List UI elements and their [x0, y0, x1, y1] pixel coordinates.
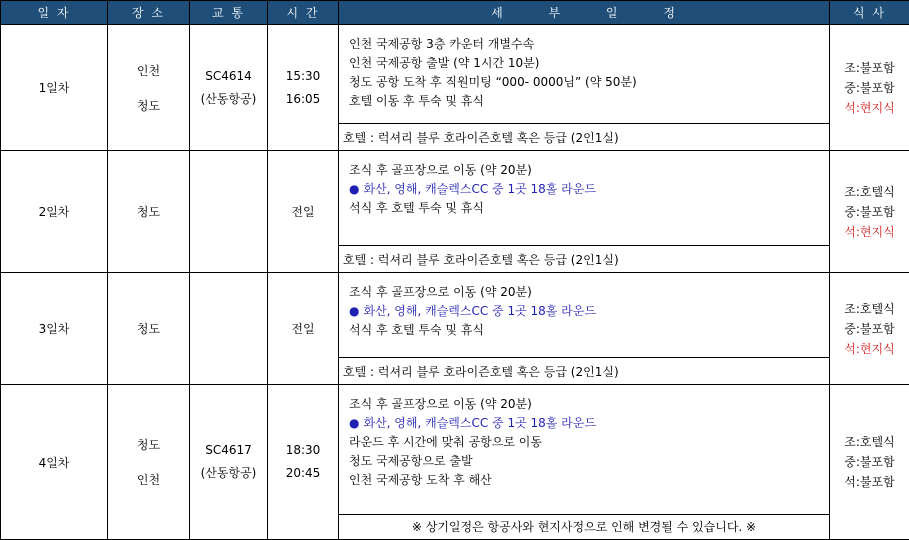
time-item: 15:30	[268, 65, 338, 88]
bullet-icon: ●	[349, 304, 359, 318]
meal-breakfast: 조:불포함	[830, 58, 909, 78]
header-row	[1, 1, 909, 25]
time-item: 20:45	[268, 462, 338, 485]
header-time: 시 간	[268, 1, 339, 25]
time-item: 18:30	[268, 439, 338, 462]
place-cell	[108, 385, 190, 540]
day-2-row	[1, 151, 909, 246]
header-meal: 식 사	[830, 1, 909, 25]
schedule-cell	[339, 25, 830, 124]
airline-name: (산동항공)	[190, 88, 267, 111]
time-item: 16:05	[268, 88, 338, 111]
meal-lunch: 중:불포함	[830, 202, 909, 222]
transport-cell	[190, 151, 268, 273]
place-cell: 청도	[108, 273, 190, 385]
schedule-cell	[339, 385, 830, 515]
meal-breakfast: 조:호텔식	[830, 432, 909, 452]
transport-cell	[190, 273, 268, 385]
day-4-row	[1, 385, 909, 515]
schedule-line: 라운드 후 시간에 맞춰 공항으로 이동	[349, 433, 829, 452]
schedule-line: 석식 후 호텔 투숙 및 휴식	[349, 321, 829, 340]
day-label: 1일차	[1, 25, 108, 151]
hotel-info: 호텔 : 럭셔리 블루 호라이즌호텔 혹은 등급 (2인1실)	[339, 246, 830, 273]
place-cell: 청도	[108, 151, 190, 273]
schedule-cell	[339, 273, 830, 358]
meal-breakfast: 조:호텔식	[830, 182, 909, 202]
schedule-line: 인천 국제공항 도착 후 해산	[349, 471, 829, 490]
schedule-cell	[339, 151, 830, 246]
meal-cell	[830, 385, 909, 540]
meal-lunch: 중:불포함	[830, 78, 909, 98]
meal-dinner: 석:불포함	[830, 472, 909, 492]
schedule-line: 호텔 이동 후 투숙 및 휴식	[349, 92, 829, 111]
time-cell	[268, 25, 339, 151]
header-day: 일 자	[1, 1, 108, 25]
bullet-icon: ●	[349, 182, 359, 196]
hotel-info: 호텔 : 럭셔리 블루 호라이즌호텔 혹은 등급 (2인1실)	[339, 358, 830, 385]
day-3-row	[1, 273, 909, 358]
header-transport: 교 통	[190, 1, 268, 25]
place-item: 청도	[108, 97, 189, 114]
schedule-line: 조식 후 골프장으로 이동 (약 20분)	[349, 395, 829, 414]
meal-lunch: 중:불포함	[830, 319, 909, 339]
meal-cell	[830, 273, 909, 385]
meal-breakfast: 조:호텔식	[830, 299, 909, 319]
schedule-line: 청도 국제공항으로 출발	[349, 452, 829, 471]
schedule-line: 인천 국제공항 출발 (약 1시간 10분)	[349, 54, 829, 73]
transport-cell	[190, 25, 268, 151]
flight-number: SC4617	[190, 439, 267, 462]
time-cell	[268, 385, 339, 540]
schedule-line: 청도 공항 도착 후 직원미팅 “000- 0000님” (약 50분)	[349, 73, 829, 92]
meal-lunch: 중:불포함	[830, 452, 909, 472]
place-cell	[108, 25, 190, 151]
bullet-icon: ●	[349, 416, 359, 430]
header-schedule: 세 부 일 정	[339, 1, 830, 25]
place-item: 청도	[108, 436, 189, 453]
schedule-line: 조식 후 골프장으로 이동 (약 20분)	[349, 283, 829, 302]
airline-name: (산동항공)	[190, 462, 267, 485]
schedule-line: 인천 국제공항 3층 카운터 개별수속	[349, 35, 829, 54]
schedule-line: 조식 후 골프장으로 이동 (약 20분)	[349, 161, 829, 180]
day-label: 4일차	[1, 385, 108, 540]
time-cell: 전일	[268, 273, 339, 385]
schedule-line: 석식 후 호텔 투숙 및 휴식	[349, 199, 829, 218]
hotel-info: 호텔 : 럭셔리 블루 호라이즌호텔 혹은 등급 (2인1실)	[339, 124, 830, 151]
flight-number: SC4614	[190, 65, 267, 88]
time-cell: 전일	[268, 151, 339, 273]
schedule-line-highlight: ● 화산, 영해, 캐슬렉스CC 중 1곳 18홀 라운드	[349, 180, 829, 199]
meal-dinner: 석:현지식	[830, 339, 909, 359]
header-place: 장 소	[108, 1, 190, 25]
meal-dinner: 석:현지식	[830, 98, 909, 118]
meal-cell	[830, 25, 909, 151]
schedule-line-highlight: ● 화산, 영해, 캐슬렉스CC 중 1곳 18홀 라운드	[349, 414, 829, 433]
day-1-row	[1, 25, 909, 124]
day-label: 2일차	[1, 151, 108, 273]
schedule-line-highlight: ● 화산, 영해, 캐슬렉스CC 중 1곳 18홀 라운드	[349, 302, 829, 321]
transport-cell	[190, 385, 268, 540]
meal-dinner: 석:현지식	[830, 222, 909, 242]
change-notice: ※ 상기일정은 항공사와 현지사정으로 인해 변경될 수 있습니다. ※	[339, 514, 830, 539]
meal-cell	[830, 151, 909, 273]
place-item: 인천	[108, 62, 189, 79]
day-label: 3일차	[1, 273, 108, 385]
place-item: 인천	[108, 471, 189, 488]
